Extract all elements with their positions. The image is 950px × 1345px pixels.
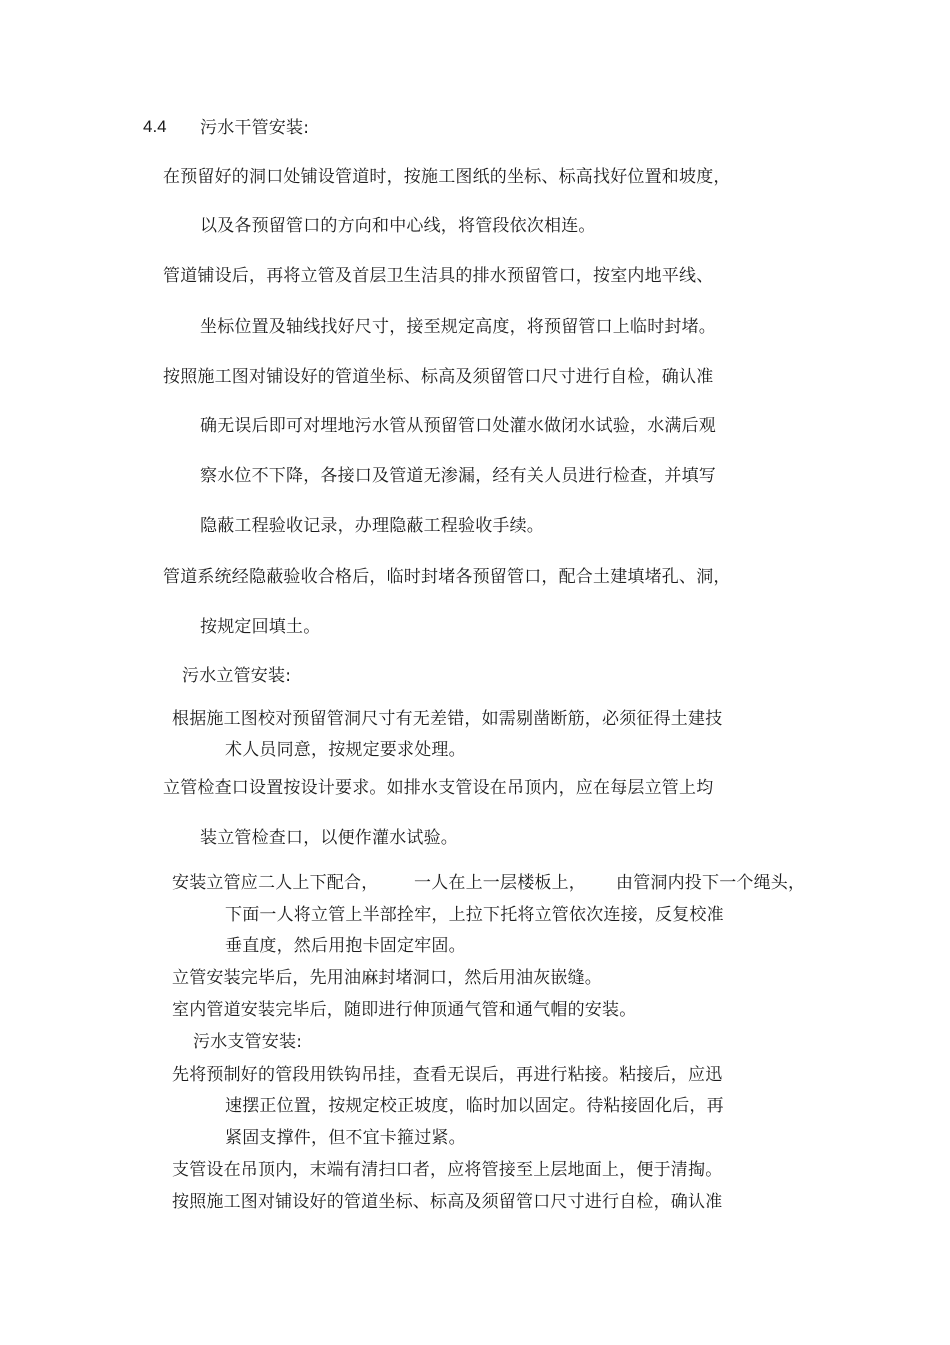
text-line: 在预留好的洞口处铺设管道时，按施工图纸的坐标、标高找好位置和坡度， [163, 167, 731, 187]
text-line: 紧固支撑件，但不宜卡箍过紧。 [225, 1128, 466, 1148]
text-line: 先将预制好的管段用铁钩吊挂，查看无误后，再进行粘接。粘接后，应迅 [172, 1065, 723, 1085]
text-line: 管道铺设后，再将立管及首层卫生洁具的排水预留管口，按室内地平线、 [163, 266, 714, 286]
text-line: 速摆正位置，按规定校正坡度，临时加以固定。待粘接固化后，再 [225, 1096, 724, 1116]
text-line-part: 一人在上一层楼板上， [414, 873, 586, 893]
text-line: 以及各预留管口的方向和中心线，将管段依次相连。 [200, 216, 596, 236]
text-line: 室内管道安装完毕后，随即进行伸顶通气管和通气帽的安装。 [172, 1000, 637, 1020]
text-line: 管道系统经隐蔽验收合格后，临时封堵各预留管口，配合土建填堵孔、洞， [163, 567, 731, 587]
text-line: 支管设在吊顶内，末端有清扫口者，应将管接至上层地面上，便于清掏。 [172, 1160, 723, 1180]
text-line: 察水位不下降，各接口及管道无渗漏，经有关人员进行检查，并填写 [200, 466, 716, 486]
text-line: 立管安装完毕后，先用油麻封堵洞口，然后用油灰嵌缝。 [172, 968, 602, 988]
text-line: 确无误后即可对埋地污水管从预留管口处灌水做闭水试验，水满后观 [200, 416, 716, 436]
text-line: 下面一人将立管上半部拴牢，上拉下托将立管依次连接，反复校准 [225, 905, 724, 925]
text-line: 立管检查口设置按设计要求。如排水支管设在吊顶内，应在每层立管上均 [163, 778, 714, 798]
text-line: 垂直度，然后用抱卡固定牢固。 [225, 936, 466, 956]
text-line: 按照施工图对铺设好的管道坐标、标高及须留管口尺寸进行自检，确认准 [163, 367, 714, 387]
text-line-part: 安装立管应二人上下配合， [172, 873, 379, 893]
text-line: 坐标位置及轴线找好尺寸，接至规定高度，将预留管口上临时封堵。 [200, 317, 716, 337]
text-line: 隐蔽工程验收记录，办理隐蔽工程验收手续。 [200, 516, 544, 536]
section-heading-main-pipe: 污水干管安装: [200, 118, 310, 138]
section-heading-branch: 污水支管安装: [193, 1032, 303, 1052]
text-line: 按照施工图对铺设好的管道坐标、标高及须留管口尺寸进行自检，确认准 [172, 1192, 723, 1212]
text-line: 术人员同意，按规定要求处理。 [225, 740, 466, 760]
section-heading-riser: 污水立管安装: [182, 666, 292, 686]
section-number: 4.4 [143, 117, 167, 136]
text-line: 根据施工图校对预留管洞尺寸有无差错，如需剔凿断筋，必须征得土建技 [172, 709, 723, 729]
text-line-part: 由管洞内投下一个绳头， [616, 873, 806, 893]
text-line: 按规定回填土。 [200, 617, 321, 637]
text-line: 装立管检查口，以便作灌水试验。 [200, 828, 458, 848]
